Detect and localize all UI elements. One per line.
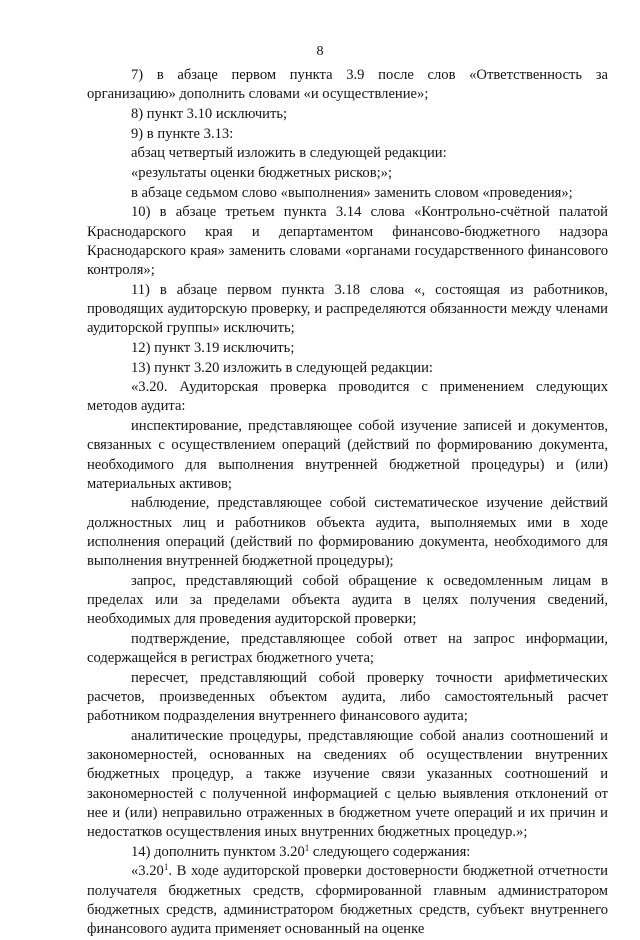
paragraph: абзац четвертый изложить в следующей редакции: <box>131 145 447 162</box>
paragraph-text: 14) дополнить пунктом 3.20 <box>131 843 305 860</box>
paragraph: наблюдение, представляющее собой систематическое изучение действий должностных лиц и работников объекта аудита, выполняемых ими в ходе исполнения операций (действий по формированию документа, необходимого для выполнения внутренней бюджетной процедуры); <box>87 495 608 570</box>
paragraph: инспектирование, представляющее собой изучение записей и документов, связанных с осуществлением операций (действий по формированию документа, необходимого для выполнения внутренней бюджетной процедуры) и (или) материальных активов; <box>87 418 608 492</box>
paragraph: 7) в абзаце первом пункта 3.9 после слов «Ответственность за организацию» дополнить словами «и осуществление»; <box>87 67 608 103</box>
superscript: 1 <box>163 862 169 873</box>
paragraph: 8) пункт 3.10 исключить; <box>131 105 288 122</box>
paragraph: в абзаце седьмом слово «выполнения» заменить словом «проведения»; <box>131 184 573 201</box>
paragraph: 10) в абзаце третьем пункта 3.14 слова «Контрольно-счётной палатой Краснодарского края и департаментом финансово-бюджетного надзора Краснодарского края» заменить словами «органами государственного финансового контроля»; <box>87 204 608 279</box>
paragraph: аналитические процедуры, представляющие собой анализ соотношений и закономерностей, основанных на сведениях об осуществлении внутренних бюджетных процедур, а также изучение связи указанных соотношений и закономерностей с полученной информацией с целью выявления отклонений от нее и (или) неправильно отраженных в бюджетном учете операций и их причин и недостатков осуществления иных внутренних бюджетных процедур.»; <box>87 727 608 840</box>
paragraph-text: следующего содержания: <box>309 843 471 860</box>
paragraph: 11) в абзаце первом пункта 3.18 слова «, состоящая из работников, проводящих аудиторскую проверку, и распределяются обязанности между членами аудиторской группы» исключить; <box>87 281 608 337</box>
paragraph-text: . В ходе аудиторской проверки достоверности бюджетной отчетности получателя бюджетных средств, сформированной главным администратором бюджетных средств, администратором бюджетных средств, субъект внутреннего финансового аудита применяет основанный на оценке <box>87 863 608 937</box>
paragraph: 13) пункт 3.20 изложить в следующей редакции: <box>131 359 433 376</box>
paragraph: «3.20. Аудиторская проверка проводится с применением следующих методов аудита: <box>87 379 608 415</box>
superscript: 1 <box>304 842 310 853</box>
paragraph: «результаты оценки бюджетных рисков;»; <box>131 165 393 182</box>
paragraph-text: «3.20 <box>131 863 164 880</box>
paragraph <box>87 843 608 862</box>
paragraph: запрос, представляющий собой обращение к осведомленным лицам в пределах или за пределами объекта аудита в целях получения сведений, необходимых для проведения аудиторской проверки; <box>87 572 608 628</box>
page-number: 8 <box>316 44 324 59</box>
paragraph: подтверждение, представляющее собой ответ на запрос информации, содержащейся в регистрах бюджетного учета; <box>87 630 608 667</box>
paragraph <box>87 862 608 939</box>
document-body <box>87 66 608 940</box>
paragraph: 9) в пункте 3.13: <box>131 125 234 142</box>
paragraph: 12) пункт 3.19 исключить; <box>131 339 295 356</box>
paragraph: пересчет, представляющий собой проверку точности арифметических расчетов, произведенных объектом аудита, либо самостоятельный расчет работником подразделения внутреннего финансового аудита; <box>87 669 608 725</box>
